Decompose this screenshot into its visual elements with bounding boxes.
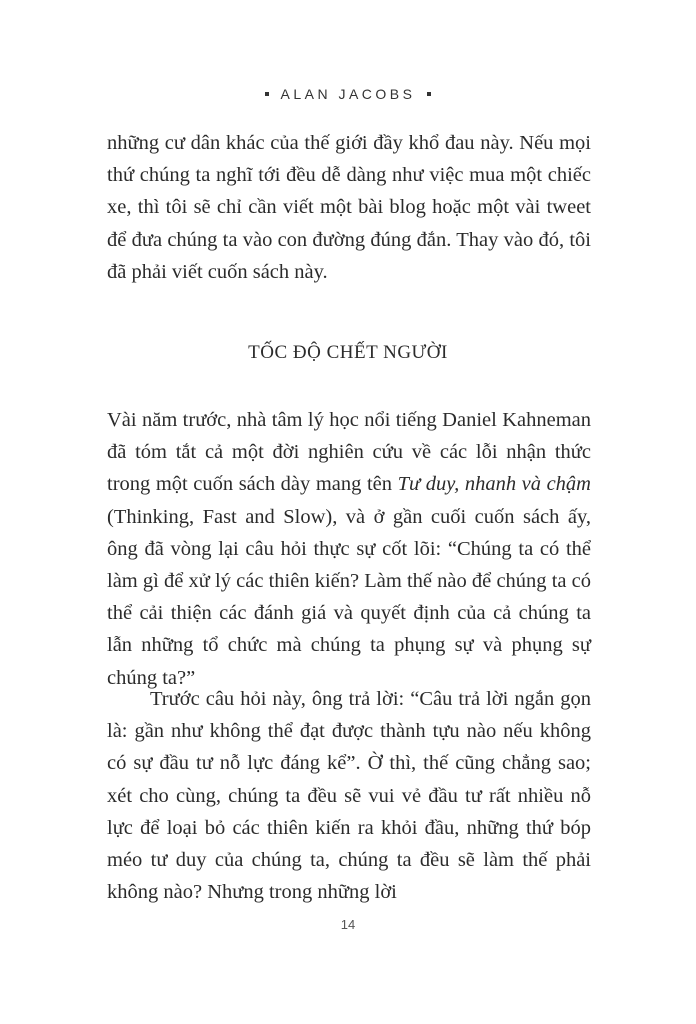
book-title-italic: Tư duy, nhanh và chậm (397, 473, 591, 496)
paragraph-2-text-end: (Thinking, Fast and Slow), và ở gần cuối cuốn sách ấy, ông đã vòng lại câu hỏi thực sự cốt lõi: “Chúng ta có thể làm gì để xử lý các thiên kiến? Làm thế nào để chúng ta có thể cải thiện các đánh giá và quyết định của cả chúng ta lẫn những tổ chức mà chúng ta phụng sự và phụng sự chúng ta?” (107, 505, 591, 689)
header-bullet-right (427, 92, 431, 96)
header-bullet-left (265, 92, 269, 96)
paragraph-1: những cư dân khác của thế giới đầy khổ đau này. Nếu mọi thứ chúng ta nghĩ tới đều dễ dàng như việc mua một chiếc xe, thì tôi sẽ chỉ cần viết một bài blog hoặc một vài tweet để đưa chúng ta vào con đường đúng đắn. Thay vào đó, tôi đã phải viết cuốn sách này. (107, 132, 591, 283)
paragraph-2-text-start: Vài năm trước, nhà tâm lý học nổi tiếng Daniel Kahneman đã tóm tắt cả một đời nghiên cứu về các lỗi nhận thức trong một cuốn sách dày mang tên (107, 409, 591, 496)
paragraph-3: Trước câu hỏi này, ông trả lời: “Câu trả lời ngắn gọn là: gần như không thể đạt được thành tựu nào nếu không có sự đầu tư nỗ lực đáng kể”. Ờ thì, thế cũng chẳng sao; xét cho cùng, chúng ta đều sẽ vui vẻ đầu tư rất nhiều nỗ lực để loại bỏ các thiên kiến ra khỏi đầu, những thứ bóp méo tư duy của chúng ta, chúng ta đều sẽ làm thế phải không nào? Nhưng trong những lời (107, 688, 591, 904)
section-title: TỐC ĐỘ CHẾT NGƯỜI (248, 342, 448, 363)
paragraph-2 (107, 404, 591, 694)
running-header (0, 86, 696, 102)
page-number: 14 (340, 917, 356, 932)
header-author: ALAN JACOBS (280, 86, 416, 102)
